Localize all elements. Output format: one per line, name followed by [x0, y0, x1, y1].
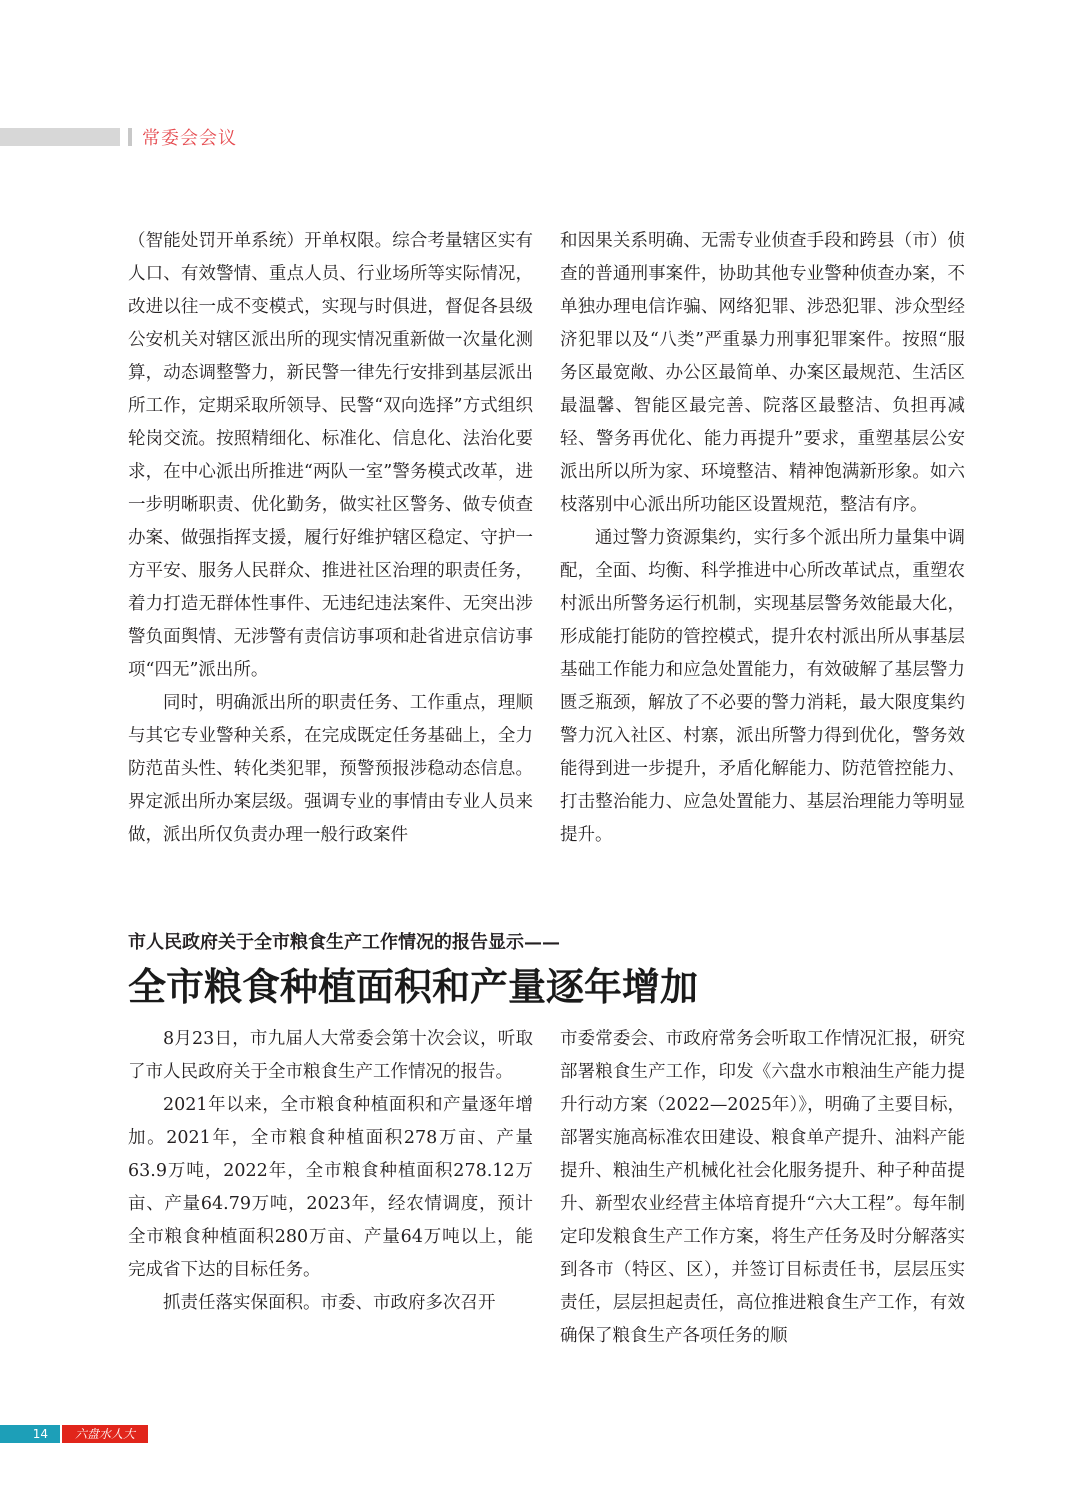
magazine-logo: 六盘水人大 [62, 1425, 148, 1443]
paragraph: 市委常委会、市政府常务会听取工作情况汇报，研究部署粮食生产工作，印发《六盘水市粮油生产能力提升行动方案（2022—2025年）》，明确了主要目标，部署实施高标准农田建设、粮食单产提升、油料产能提升、粮油生产机械化社会化服务提升、种子种苗提升、新型农业经营主体培育提升“六大工程”。每年制定印发粮食生产工作方案，将生产任务及时分解落实到各市（特区、区），并签订目标责任书，层层压实责任，层层担起责任，高位推进粮食生产工作，有效确保了粮食生产各项任务的顺 [560, 1029, 965, 1346]
header-decor-tick [128, 128, 132, 146]
paragraph: （智能处罚开单系统）开单权限。综合考量辖区实有人口、有效警情、重点人员、行业场所等实际情况，改进以往一成不变模式，实现与时俱进，督促各县级公安机关对辖区派出所的现实情况重新做一次量化测算，动态调整警力，新民警一律先行安排到基层派出所工作，定期采取所领导、民警“双向选择”方式组织轮岗交流。按照精细化、标准化、信息化、法治化要求，在中心派出所推进“两队一室”警务模式改革，进一步明晰职责、优化勤务，做实社区警务、做专侦查办案、做强指挥支援，履行好维护辖区稳定、守护一方平安、服务人民群众、推进社区治理的职责任务，着力打造无群体性事件、无违纪违法案件、无突出涉警负面舆情、无涉警有责信访事项和赴省进京信访事项“四无”派出所。 [128, 231, 533, 680]
article2-headline: 全市粮食种植面积和产量逐年增加 [128, 965, 699, 1009]
page-number: 14 [0, 1425, 60, 1443]
article1-column-left [128, 225, 533, 852]
paragraph: 通过警力资源集约，实行多个派出所力量集中调配，全面、均衡、科学推进中心所改革试点，重塑农村派出所警务运行机制，实现基层警务效能最大化，形成能打能防的管控模式，提升农村派出所从事基层基础工作能力和应急处置能力，有效破解了基层警力匮乏瓶颈，解放了不必要的警力消耗，最大限度集约警力沉入社区、村寨，派出所警力得到优化，警务效能得到进一步提升，矛盾化解能力、防范管控能力、打击整治能力、应急处置能力、基层治理能力等明显提升。 [560, 528, 965, 845]
header-decor-bar [0, 128, 120, 146]
paragraph: 和因果关系明确、无需专业侦查手段和跨县（市）侦查的普通刑事案件，协助其他专业警种侦查办案，不单独办理电信诈骗、网络犯罪、涉恐犯罪、涉众型经济犯罪以及“八类”严重暴力刑事犯罪案件。按照“服务区最宽敞、办公区最简单、办案区最规范、生活区最温馨、智能区最完善、院落区最整洁、负担再减轻、警务再优化、能力再提升”要求，重塑基层公安派出所以所为家、环境整洁、精神饱满新形象。如六枝落别中心派出所功能区设置规范，整洁有序。 [560, 231, 965, 515]
paragraph: 抓责任落实保面积。市委、市政府多次召开 [163, 1293, 496, 1313]
paragraph: 2021年以来，全市粮食种植面积和产量逐年增加。2021年，全市粮食种植面积278万亩、产量63.9万吨，2022年，全市粮食种植面积278.12万亩、产量64.79万吨，2023年，经农情调度，预计全市粮食种植面积280万亩、产量64万吨以上，能完成省下达的目标任务。 [128, 1095, 533, 1280]
article2-column-left [128, 1023, 533, 1320]
article2-kicker: 市人民政府关于全市粮食生产工作情况的报告显示—— [128, 932, 560, 953]
paragraph: 同时，明确派出所的职责任务、工作重点，理顺与其它专业警种关系，在完成既定任务基础上，全力防范苗头性、转化类犯罪，预警预报涉稳动态信息。界定派出所办案层级。强调专业的事情由专业人员来做，派出所仅负责办理一般行政案件 [128, 693, 533, 845]
section-title: 常委会会议 [142, 128, 237, 149]
article1-column-right [560, 225, 965, 852]
paragraph: 8月23日，市九届人大常委会第十次会议，听取了市人民政府关于全市粮食生产工作情况的报告。 [128, 1029, 533, 1082]
article2-column-right [560, 1023, 965, 1353]
